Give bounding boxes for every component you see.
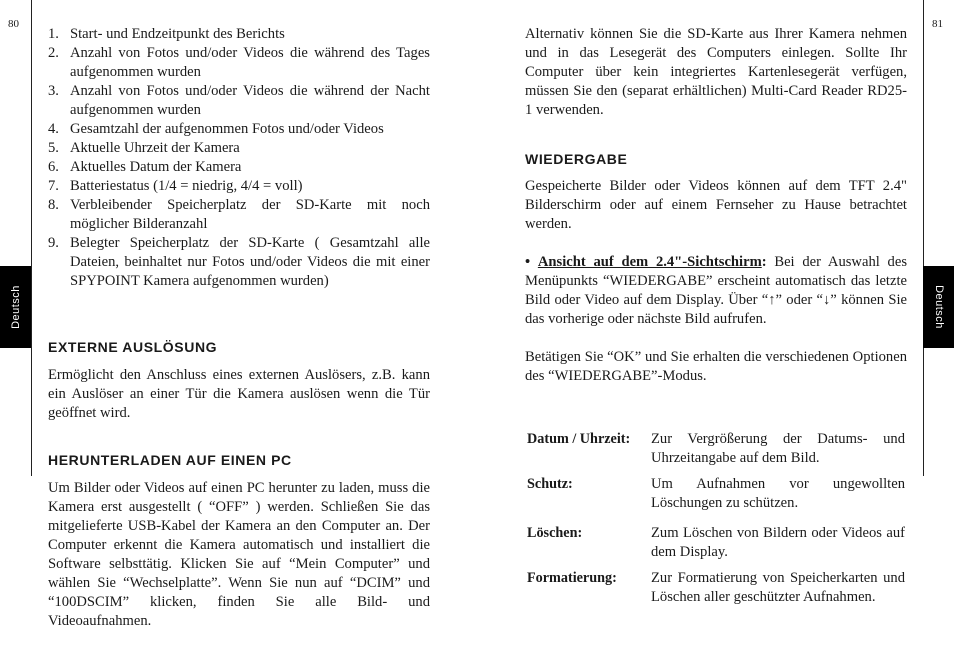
option-term: Löschen: bbox=[527, 525, 583, 541]
list-item-text: Aktuelles Datum der Kamera bbox=[70, 159, 242, 175]
list-item-text: Verbleibender Speicherplatz der SD-Karte mit noch möglicher Bilderanzahl bbox=[70, 197, 430, 232]
list-item bbox=[48, 177, 430, 196]
section-heading-herunterladen: HERUNTERLADEN AUF EINEN PC bbox=[48, 452, 292, 468]
right-margin-rule bbox=[923, 0, 924, 476]
herunterladen-section-body bbox=[48, 479, 430, 631]
option-desc: Zur Vergrößerung der Datums- und Uhrzeitangabe auf dem Bild. bbox=[651, 431, 905, 466]
list-item-text: Gesamtzahl der aufgenommen Fotos und/oder Videos bbox=[70, 121, 384, 137]
list-item-number: 3. bbox=[48, 83, 59, 99]
bullet-mark: • bbox=[525, 254, 531, 270]
list-item-text: Anzahl von Fotos und/oder Videos die während des Tages aufgenommen wurden bbox=[70, 45, 430, 80]
wiedergabe-ok-text: Betätigen Sie “OK” und Sie erhalten die verschiedenen Optionen des “WIEDERGABE”-Modus. bbox=[525, 349, 907, 384]
list-item bbox=[48, 196, 430, 234]
list-item-number: 7. bbox=[48, 178, 59, 194]
wiedergabe-intro: Gespeicherte Bilder oder Videos können auf dem TFT 2.4" Bilderschirm oder auf einem Fernseher zu Hause betrachtet werden. bbox=[525, 178, 907, 232]
list-item-number: 9. bbox=[48, 235, 59, 251]
option-desc: Zur Formatierung von Speicherkarten und Löschen aller geschützter Aufnahmen. bbox=[651, 570, 905, 605]
wiedergabe-ok-block bbox=[525, 348, 907, 386]
list-item bbox=[48, 234, 430, 291]
page-number-right: 81 bbox=[932, 18, 943, 30]
list-item-number: 6. bbox=[48, 159, 59, 175]
wiedergabe-intro-block bbox=[525, 177, 907, 234]
list-item bbox=[48, 158, 430, 177]
section-heading-wiedergabe: WIEDERGABE bbox=[525, 151, 628, 167]
list-item bbox=[48, 44, 430, 82]
list-item-text: Anzahl von Fotos und/oder Videos die während der Nacht aufgenommen wurden bbox=[70, 83, 430, 118]
option-term: Datum / Uhrzeit: bbox=[527, 431, 631, 447]
list-item-number: 1. bbox=[48, 26, 59, 42]
page-number-left: 80 bbox=[8, 18, 19, 30]
report-items-list bbox=[48, 25, 430, 291]
language-tab-left bbox=[0, 266, 31, 348]
alternativ-paragraph-block bbox=[525, 25, 907, 120]
language-tab-left-label: Deutsch bbox=[9, 285, 22, 329]
list-item-number: 5. bbox=[48, 140, 59, 156]
list-item-number: 2. bbox=[48, 45, 59, 61]
list-item-number: 4. bbox=[48, 121, 59, 137]
list-item-text: Belegter Speicherplatz der SD-Karte ( Gesamtzahl alle Dateien, beinhaltet nur Fotos und/oder Videos die mit einer SPYPOINT Kamera aufgenommen wurden) bbox=[70, 235, 430, 289]
option-desc: Um Aufnahmen vor ungewollten Löschungen zu schützen. bbox=[651, 476, 905, 511]
left-margin-rule bbox=[31, 0, 32, 476]
section-heading-externe: EXTERNE AUSLÖSUNG bbox=[48, 339, 218, 355]
alternativ-text: Alternativ können Sie die SD-Karte aus Ihrer Kamera nehmen und in das Lesegerät des Computers einlegen. Sollte Ihr Computer über kein integriertes Kartenlesegerät verfügen, müssen Sie den (separat erhältlichen) Multi-Card Reader RD25-1 verwenden. bbox=[525, 26, 907, 118]
wiedergabe-bullet-block bbox=[525, 253, 907, 329]
option-desc: Zum Löschen von Bildern oder Videos auf dem Display. bbox=[651, 525, 905, 560]
list-item bbox=[48, 25, 430, 44]
option-term: Formatierung: bbox=[527, 570, 617, 586]
language-tab-right bbox=[923, 266, 954, 348]
externe-text: Ermöglicht den Anschluss eines externen Auslösers, z.B. kann ein Auslöser an einer Tür die Kamera auslösen wenn die Tür geöffnet wird. bbox=[48, 367, 430, 421]
list-item-text: Batteriestatus (1/4 = niedrig, 4/4 = voll) bbox=[70, 178, 303, 194]
list-item-number: 8. bbox=[48, 197, 59, 213]
wiedergabe-bullet bbox=[525, 253, 907, 329]
list-item-text: Aktuelle Uhrzeit der Kamera bbox=[70, 140, 240, 156]
bullet-colon: : bbox=[761, 254, 767, 270]
list-item bbox=[48, 120, 430, 139]
option-term: Schutz: bbox=[527, 476, 573, 492]
list-item bbox=[48, 139, 430, 158]
bullet-label: Ansicht auf dem 2.4"-Sichtschirm bbox=[537, 254, 762, 270]
bullet-text: Bei der Auswahl des Menüpunkts “WIEDERGABE” erscheint automatisch das letzte Bild oder Video auf dem Display. Über “↑” oder “↓” können Sie das vorherige oder nächste Bild aufrufen. bbox=[525, 254, 907, 327]
list-item bbox=[48, 82, 430, 120]
herunterladen-text: Um Bilder oder Videos auf einen PC herunter zu laden, muss die Kamera erst ausgestellt ( “OFF” ) werden. Schließen Sie das mitgelieferte USB-Kabel der Kamera an den Computer an. Der Computer erkennt die Kamera automatisch und installiert die Software selbsttätig. Klicken Sie auf “Mein Computer” und wählen Sie “Wechselplatte”. Wenn Sie nun auf “DCIM” und “100DSCIM” klicken, finden Sie alle Bild- und Videoaufnahmen. bbox=[48, 480, 430, 629]
externe-section-body bbox=[48, 366, 430, 423]
language-tab-right-label: Deutsch bbox=[932, 285, 945, 329]
list-item-text: Start- und Endzeitpunkt des Berichts bbox=[70, 26, 285, 42]
